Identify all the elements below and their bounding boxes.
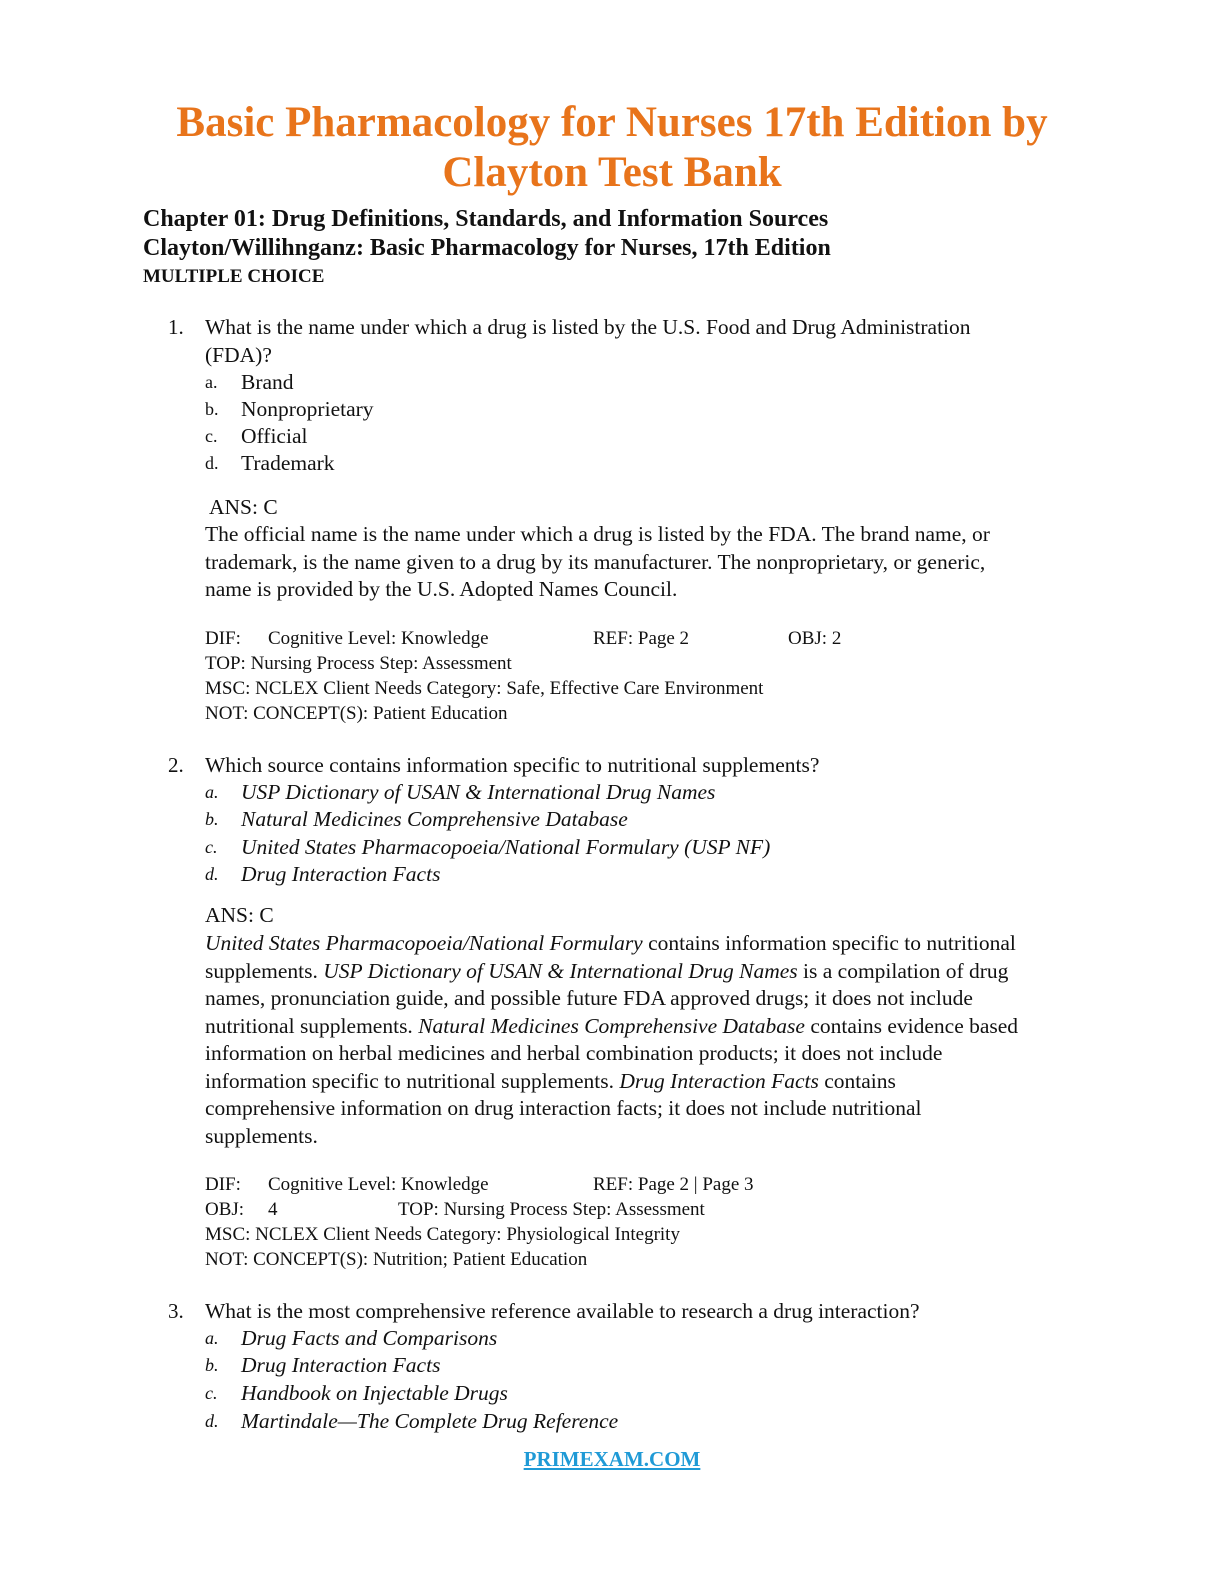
rationale-line (205, 1068, 1115, 1096)
rationale-text: supplements. (205, 958, 324, 983)
section-heading: MULTIPLE CHOICE (143, 266, 325, 287)
option-text: Nonproprietary (241, 397, 374, 421)
footer-link[interactable]: PRIMEXAM.COM (523, 1447, 701, 1471)
rationale-text: information specific to nutritional supplements. (205, 1068, 620, 1093)
option-text: Martindale—The Complete Drug Reference (241, 1409, 619, 1433)
option-letter: d. (205, 1411, 219, 1431)
option-text: Trademark (241, 451, 335, 475)
option-letter: b. (205, 1355, 219, 1375)
meta-msc: MSC: NCLEX Client Needs Category: Physiological Integrity (205, 1224, 680, 1245)
dif-value: Cognitive Level: Knowledge (268, 1174, 489, 1195)
rationale-line (205, 958, 1115, 986)
ref-value: REF: Page 2 | Page 3 (593, 1174, 754, 1195)
dif-value: Cognitive Level: Knowledge (268, 628, 489, 649)
rationale-text: nutritional supplements. (205, 1013, 419, 1038)
rationale-text: contains information specific to nutritional (642, 931, 1016, 955)
option-text: Drug Interaction Facts (241, 1353, 441, 1377)
question-number: 1. (168, 315, 184, 339)
stem-line: What is the name under which a drug is listed by the U.S. Food and Drug Administration (205, 315, 971, 339)
option-letter: c. (205, 837, 218, 857)
question-number: 3. (168, 1299, 184, 1323)
rationale-line: trademark, is the name given to a drug by its manufacturer. The nonproprietary, or generic, (205, 549, 986, 574)
rationale-line: The official name is the name under which a drug is listed by the FDA. The brand name, or (205, 522, 990, 546)
rationale (205, 930, 1115, 1150)
answer-key: ANS: C (205, 903, 274, 927)
question-stem: Which source contains information specific to nutritional supplements? (205, 753, 820, 777)
option-letter: d. (205, 453, 219, 473)
top-value: TOP: Nursing Process Step: Assessment (398, 1199, 705, 1220)
option-text: Drug Facts and Comparisons (241, 1326, 498, 1350)
rationale (205, 521, 1115, 604)
option-letter: b. (205, 809, 219, 829)
option-text: Official (241, 424, 308, 448)
question-stem: What is the most comprehensive reference available to research a drug interaction? (205, 1299, 920, 1323)
rationale-line: comprehensive information on drug interaction facts; it does not include nutritional (205, 1096, 922, 1120)
chapter-heading: Chapter 01: Drug Definitions, Standards, and Information Sources (143, 206, 829, 232)
rationale-line (205, 930, 1115, 958)
reference-title: USP Dictionary of USAN & International Drug Names (323, 958, 798, 983)
book-heading: Clayton/Willihnganz: Basic Pharmacology for Nurses, 17th Edition (143, 235, 831, 261)
option-text: USP Dictionary of USAN & International Drug Names (241, 780, 716, 804)
reference-title: Drug Interaction Facts (619, 1068, 819, 1093)
obj-value: 4 (268, 1199, 278, 1220)
option-text: Handbook on Injectable Drugs (241, 1381, 508, 1405)
obj-value: OBJ: 2 (788, 628, 842, 649)
meta-top: TOP: Nursing Process Step: Assessment (205, 653, 512, 674)
option-letter: a. (205, 372, 218, 392)
rationale-line: information on herbal medicines and herbal combination products; it does not include (205, 1041, 943, 1065)
document-title (0, 98, 1224, 198)
reference-title: United States Pharmacopoeia/National Formulary (205, 931, 643, 955)
rationale-line: name is provided by the U.S. Adopted Names Council. (205, 577, 678, 601)
rationale-text: contains evidence based (804, 1013, 1019, 1038)
option-text: Brand (241, 370, 294, 394)
option-text: Drug Interaction Facts (241, 862, 441, 886)
option-text: United States Pharmacopoeia/National Formulary (USP NF) (241, 835, 771, 859)
rationale-line: supplements. (205, 1123, 318, 1148)
rationale-text: contains (818, 1068, 896, 1093)
meta-not: NOT: CONCEPT(S): Nutrition; Patient Education (205, 1249, 588, 1270)
option-letter: a. (205, 782, 219, 802)
obj-label: OBJ: (205, 1199, 245, 1220)
rationale-text: is a compilation of drug (797, 958, 1009, 983)
meta-msc: MSC: NCLEX Client Needs Category: Safe, Effective Care Environment (205, 678, 764, 699)
question-number: 2. (168, 753, 184, 777)
title-line-1: Basic Pharmacology for Nurses 17th Edition by (176, 99, 1048, 146)
dif-label: DIF: (205, 628, 241, 649)
option-text: Natural Medicines Comprehensive Database (241, 807, 628, 831)
option-letter: a. (205, 1328, 219, 1348)
question-stem (205, 314, 1085, 369)
rationale-line: names, pronunciation guide, and possible future FDA approved drugs; it does not include (205, 986, 973, 1010)
option-letter: c. (205, 1383, 218, 1403)
title-line-2: Clayton Test Bank (442, 149, 782, 196)
option-letter: b. (205, 399, 219, 419)
option-letter: d. (205, 864, 219, 884)
option-letter: c. (205, 426, 218, 446)
stem-line: (FDA)? (205, 342, 272, 367)
ref-value: REF: Page 2 (593, 628, 690, 649)
answer-key: ANS: C (209, 495, 278, 519)
reference-title: Natural Medicines Comprehensive Database (418, 1013, 805, 1038)
dif-label: DIF: (205, 1174, 241, 1195)
meta-not: NOT: CONCEPT(S): Patient Education (205, 703, 508, 724)
rationale-line (205, 1013, 1115, 1041)
